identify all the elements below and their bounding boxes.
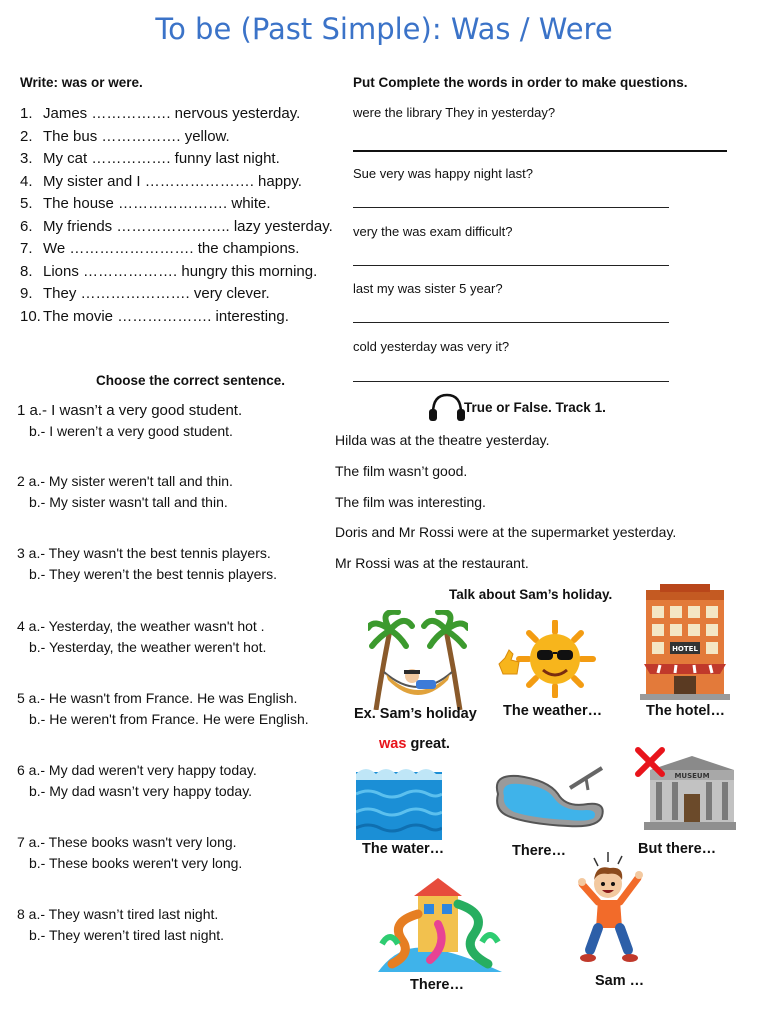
choose-item [17, 904, 347, 946]
order-question: cold yesterday was very it? [353, 339, 510, 354]
choose-item [17, 760, 347, 802]
choose-item [17, 400, 347, 442]
choose-item [17, 688, 347, 730]
option-a[interactable]: 2 a.- My sister weren't tall and thin. [17, 473, 233, 489]
order-question: Sue very was happy night last? [353, 166, 533, 181]
example-caption-line2: was great. [379, 736, 450, 752]
fill-item: 4. My sister and I …………………. happy. [20, 172, 302, 190]
fill-item: 10. The movie ………………. interesting. [20, 307, 289, 325]
fill-item: 7. We ……………………. the champions. [20, 240, 300, 257]
tf-statement: The film wasn’t good. [335, 463, 468, 479]
water-waves-image [356, 764, 442, 840]
option-a[interactable]: 6 a.- My dad weren't very happy today. [17, 762, 257, 778]
option-b[interactable]: b.- He weren't from France. He were English. [29, 711, 309, 727]
tf-section-header: True or False. Track 1. [464, 399, 606, 415]
pool-caption: There… [512, 843, 566, 859]
option-a[interactable]: 7 a.- These books wasn't very long. [17, 834, 237, 850]
option-a[interactable]: 1 a.- I wasn’t a very good student. [17, 402, 243, 419]
fill-item: 8. Lions ………………. hungry this morning. [20, 262, 318, 280]
option-b[interactable]: b.- They weren’t tired last night. [29, 927, 225, 943]
museum-sign: MUSEUM [674, 772, 710, 780]
choose-section-header: Choose the correct sentence. [96, 373, 286, 388]
answer-line[interactable] [353, 142, 727, 152]
fill-item: 6. My friends ………………….. lazy yesterday. [20, 217, 333, 235]
order-question: were the library They in yesterday? [353, 105, 556, 120]
fill-item: 3. My cat ……………. funny last night. [20, 150, 280, 167]
swimming-pool-image [488, 764, 610, 830]
option-a[interactable]: 5 a.- He wasn't from France. He was English. [17, 690, 298, 706]
order-question: last my was sister 5 year? [353, 281, 503, 296]
answer-line[interactable] [353, 256, 669, 266]
answer-line[interactable] [353, 372, 669, 382]
sam-section-header: Talk about Sam’s holiday. [449, 587, 613, 602]
museum-caption: But there… [638, 841, 717, 857]
tf-statement: Mr Rossi was at the restaurant. [335, 555, 529, 571]
water-caption: The water… [362, 841, 445, 857]
option-a[interactable]: 3 a.- They wasn't the best tennis players. [17, 545, 271, 561]
fill-list [20, 103, 340, 328]
hammock-holiday-image [368, 610, 468, 710]
option-b[interactable]: b.- My sister wasn't tall and thin. [29, 494, 228, 510]
fill-item: 2. The bus ……………. yellow. [20, 127, 230, 145]
museum-building-image [632, 746, 736, 832]
option-b[interactable]: b.- Yesterday, the weather weren't hot. [29, 639, 267, 655]
weather-caption: The weather… [503, 703, 603, 719]
choose-item [17, 616, 347, 658]
answer-line[interactable] [353, 313, 669, 323]
order-question: very the was exam difficult? [353, 224, 513, 239]
tf-header [428, 392, 606, 422]
hotel-sign: HOTEL [672, 645, 698, 653]
page-title: To be (Past Simple): Was / Were [155, 12, 613, 46]
option-b[interactable]: b.- I weren’t a very good student. [29, 423, 233, 439]
fill-item: 5. The house …………………. white. [20, 195, 271, 212]
tf-statement: Doris and Mr Rossi were at the supermarket yesterday. [335, 524, 677, 540]
fill-item: 1. James ……………. nervous yesterday. [20, 105, 301, 122]
sam-boy-image [578, 850, 648, 972]
fill-item: 9. They …………………. very clever. [20, 285, 270, 302]
option-b[interactable]: b.- They weren’t the best tennis players. [29, 566, 277, 582]
tf-statement: Hilda was at the theatre yesterday. [335, 432, 550, 448]
sam-caption: Sam … [595, 973, 645, 989]
sun-sunglasses-image [497, 620, 597, 698]
choose-item [17, 832, 347, 874]
choose-item [17, 543, 347, 585]
hotel-building-image [640, 584, 730, 700]
option-a[interactable]: 8 a.- They wasn’t tired last night. [17, 906, 219, 922]
park-caption: There… [410, 977, 464, 993]
headphones-icon [428, 392, 466, 422]
choose-item [17, 471, 347, 513]
option-a[interactable]: 4 a.- Yesterday, the weather wasn't hot . [17, 618, 265, 634]
option-b[interactable]: b.- My dad wasn’t very happy today. [29, 783, 253, 799]
fill-section-header: Write: was or were. [20, 75, 143, 90]
order-section-header: Put Complete the words in order to make questions. [353, 75, 688, 90]
option-b[interactable]: b.- These books weren't very long. [29, 855, 243, 871]
tf-statement: The film was interesting. [335, 494, 486, 510]
water-park-image [378, 874, 502, 972]
answer-line[interactable] [353, 198, 669, 208]
example-caption: Ex. Sam’s holiday [354, 706, 477, 722]
hotel-caption: The hotel… [646, 703, 725, 719]
